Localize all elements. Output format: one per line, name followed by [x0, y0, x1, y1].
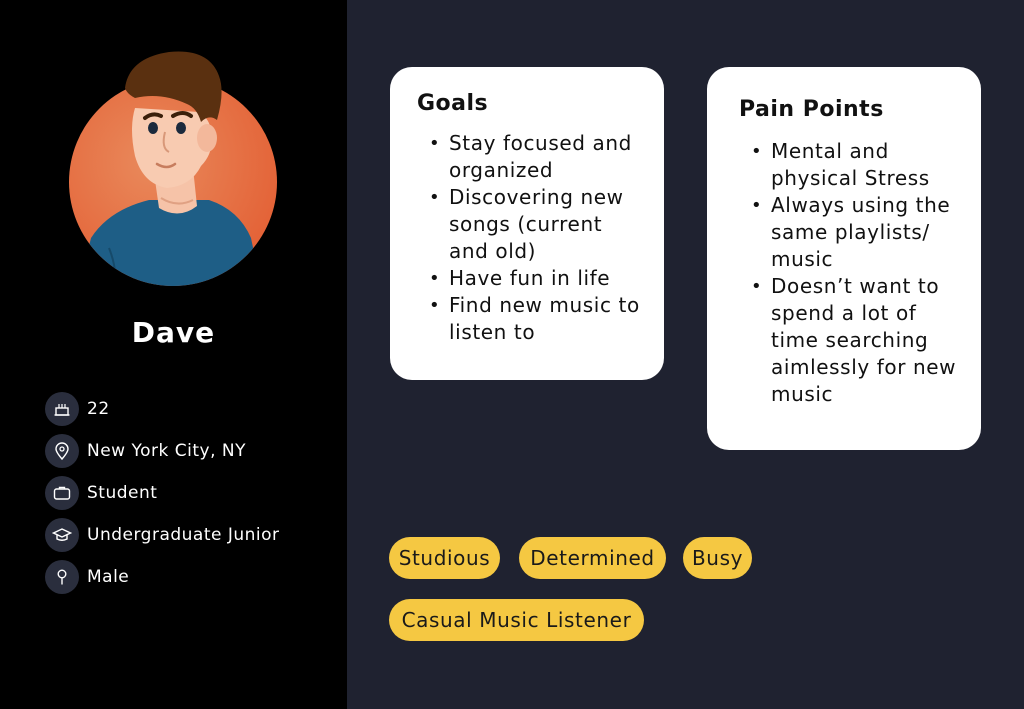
- goal-item: • Have fun in life: [427, 265, 644, 292]
- trait-tag: Casual Music Listener: [389, 599, 644, 641]
- info-gender: [45, 560, 129, 594]
- pain-points-title: Pain Points: [739, 97, 884, 122]
- info-age-text: 22: [87, 399, 110, 419]
- goals-title: Goals: [417, 91, 489, 116]
- gender-icon: [45, 560, 79, 594]
- info-location: [45, 434, 246, 468]
- goal-item: • Stay focused and organized: [427, 130, 644, 184]
- info-gender-text: Male: [87, 567, 130, 587]
- briefcase-icon: [45, 476, 79, 510]
- info-education-text: Undergraduate Junior: [87, 525, 280, 545]
- trait-tag: Determined: [519, 537, 666, 579]
- goal-item: • Discovering new songs (current and old): [427, 184, 644, 265]
- pain-point-item: • Doesn’t want to spend a lot of time searching aimlessly for new music: [749, 273, 961, 408]
- location-pin-icon: [45, 434, 79, 468]
- persona-name: Dave: [131, 316, 216, 349]
- avatar: [69, 48, 277, 286]
- goal-item: • Find new music to listen to: [427, 292, 644, 346]
- info-age: [45, 392, 110, 426]
- info-occupation-text: Student: [87, 483, 158, 503]
- cake-icon: [45, 392, 79, 426]
- pain-points-list: [749, 138, 961, 408]
- trait-tag: Studious: [389, 537, 500, 579]
- pain-point-item: • Always using the same playlists/ music: [749, 192, 961, 273]
- pain-point-item: • Mental and physical Stress: [749, 138, 961, 192]
- info-occupation: [45, 476, 157, 510]
- goals-card: [390, 67, 664, 380]
- persona-main: [347, 0, 1024, 709]
- goals-list: [427, 130, 644, 346]
- info-location-text: New York City, NY: [87, 441, 246, 461]
- trait-tag: Busy: [683, 537, 752, 579]
- pain-points-card: [707, 67, 981, 450]
- info-education: [45, 518, 280, 552]
- graduation-cap-icon: [45, 518, 79, 552]
- profile-sidebar: [0, 0, 347, 709]
